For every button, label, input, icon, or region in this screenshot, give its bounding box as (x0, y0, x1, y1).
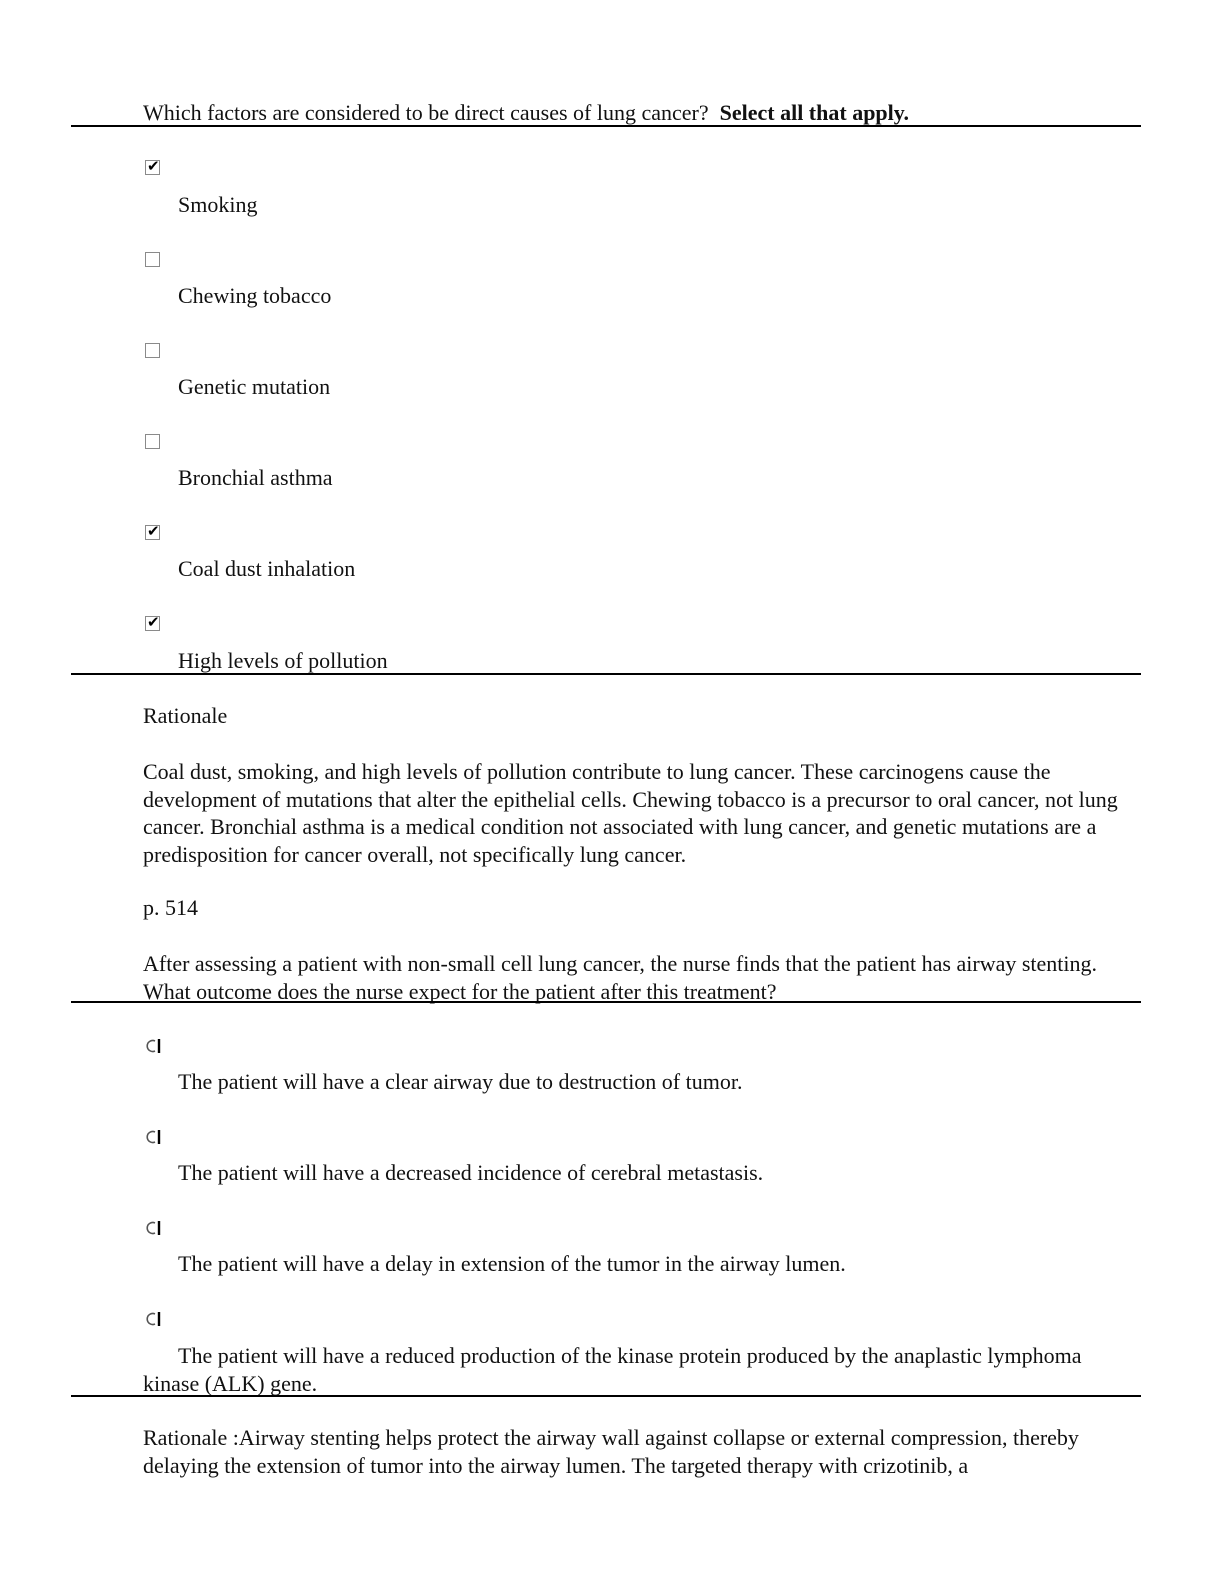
checkbox-icon[interactable] (145, 343, 160, 358)
radio-icon[interactable] (145, 1311, 161, 1327)
checkbox-icon[interactable] (145, 522, 160, 540)
radio-icon[interactable] (145, 1038, 161, 1054)
divider-question-2-top (71, 1001, 1141, 1003)
rationale-heading: Rationale (143, 703, 228, 728)
divider-question-1-bottom (71, 673, 1141, 675)
checkbox-icon[interactable] (145, 157, 160, 175)
question-2-text: After assessing a patient with non-small cell lung cancer, the nurse finds that the patient has airway stenting. What outcome does the nurse expect for the patient after this treatment? (143, 951, 1098, 1004)
checkbox-icon[interactable] (145, 252, 160, 267)
option-label: Coal dust inhalation (178, 556, 356, 581)
option-label: Chewing tobacco (178, 283, 332, 308)
radio-icon[interactable] (145, 1129, 161, 1145)
checkmark-icon: ✔ (147, 613, 160, 631)
option-label: The patient will have a delay in extension of the tumor in the airway lumen. (178, 1251, 846, 1276)
option-label: The patient will have a decreased incidence of cerebral metastasis. (178, 1160, 764, 1185)
question-1-text (143, 99, 909, 127)
question-1-instruction: Select all that apply. (719, 100, 910, 125)
option-label: The patient will have a clear airway due to destruction of tumor. (178, 1069, 743, 1094)
option-label: Genetic mutation (178, 374, 331, 399)
option-label: Smoking (178, 192, 258, 217)
option-label: Bronchial asthma (178, 465, 333, 490)
divider-question-2-bottom (71, 1395, 1141, 1397)
radio-icon[interactable] (145, 1220, 161, 1236)
checkmark-icon: ✔ (147, 522, 160, 540)
page-reference: p. 514 (143, 895, 198, 920)
rationale-text: Coal dust, smoking, and high levels of pollution contribute to lung cancer. These carcinogens cause the development of mutations that alter the epithelial cells. Chewing tobacco is a precursor to oral cancer, not lung cancer. Bronchial asthma is a medical condition not associated with lung cancer, and genetic mutations are a predisposition for cancer overall, not specifically lung cancer. (143, 759, 1118, 867)
checkmark-icon: ✔ (147, 157, 160, 175)
rationale-text: Rationale :Airway stenting helps protect the airway wall against collapse or external compression, thereby delaying the extension of tumor into the airway lumen. The targeted therapy with crizotinib, a (143, 1425, 1079, 1478)
option-label: The patient will have a reduced production of the kinase protein produced by the anaplastic lymphoma kinase (ALK) gene. (143, 1343, 1082, 1396)
option-label: High levels of pollution (178, 648, 388, 673)
checkbox-icon[interactable] (145, 434, 160, 449)
checkbox-icon[interactable] (145, 613, 160, 631)
question-1-stem: Which factors are considered to be direct causes of lung cancer? (143, 100, 709, 125)
divider-question-1-top (71, 125, 1141, 127)
